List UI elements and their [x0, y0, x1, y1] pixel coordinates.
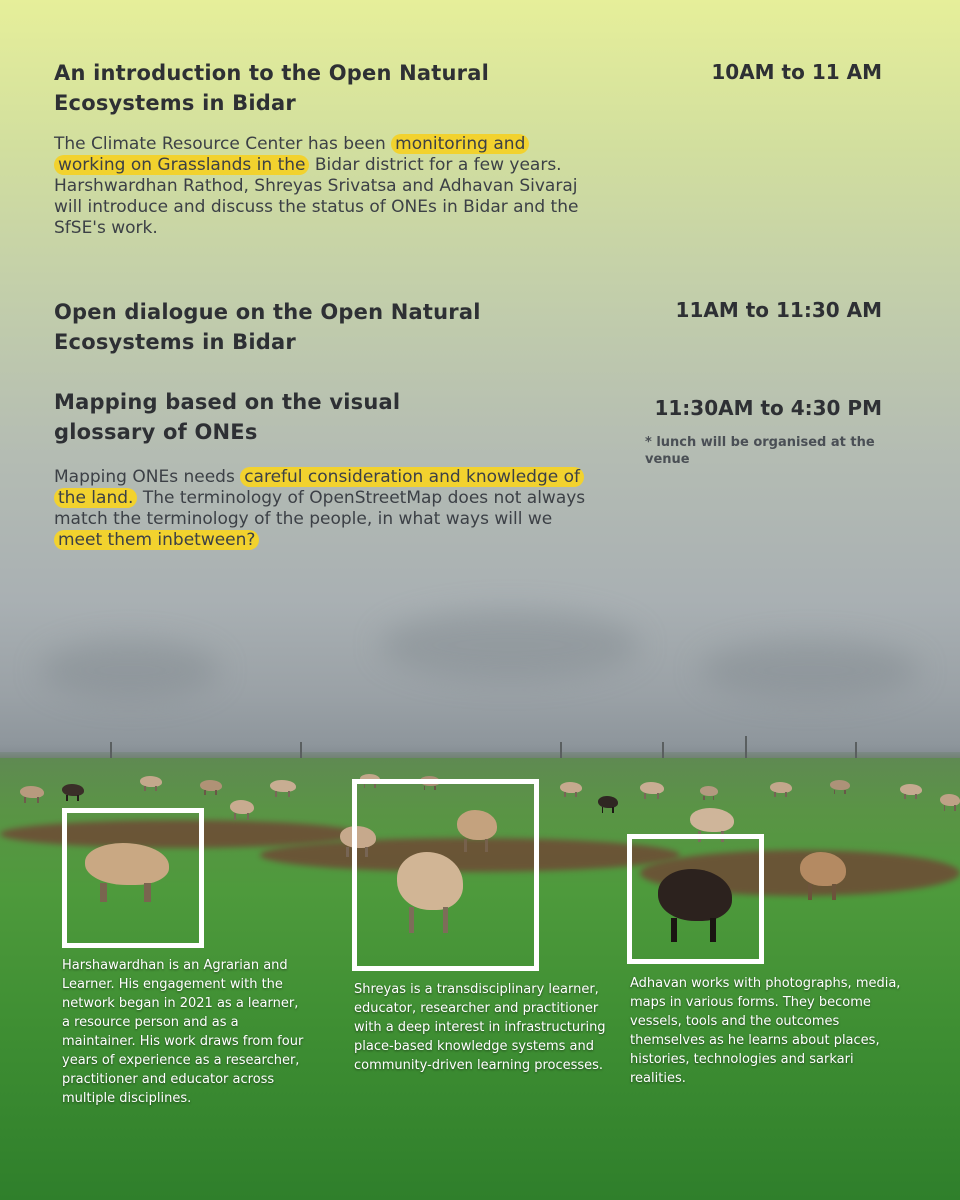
cloud: [700, 640, 920, 700]
highlighted-text: monitoring and working on Grasslands in the: [54, 134, 529, 175]
sheep: [140, 776, 162, 787]
sheep: [658, 869, 732, 921]
sheep: [690, 808, 734, 832]
sheep: [598, 796, 618, 808]
sheep: [457, 810, 497, 840]
fence-pole: [110, 742, 112, 758]
session-2-title: Open dialogue on the Open Natural Ecosystems in Bidar: [54, 300, 481, 354]
description-text: The terminology of OpenStreetMap does not always match the terminology of the people, in what ways will we: [54, 488, 586, 529]
sheep: [800, 852, 846, 886]
session-2-time: 11AM to 11:30 AM: [675, 298, 882, 322]
session-1-description: [54, 134, 594, 239]
cloud: [40, 640, 220, 700]
cloud: [380, 610, 640, 680]
fence-pole: [560, 742, 562, 758]
session-3-description: [54, 467, 599, 551]
sheep: [640, 782, 664, 794]
sheep: [85, 843, 169, 885]
session-1-title: An introduction to the Open Natural Ecosystems in Bidar: [54, 61, 490, 115]
sheep: [230, 800, 254, 814]
sheep: [20, 786, 44, 798]
session-3-time: 11:30AM to 4:30 PM: [654, 396, 882, 420]
bio-shreyas: Shreyas is a transdisciplinary learner, educator, researcher and practitioner with a deep interest in infrastructuring place-based knowledge systems and community-driven learning processes.: [354, 982, 606, 1073]
sheep: [270, 780, 296, 792]
fence-pole: [662, 742, 664, 758]
sheep: [397, 852, 463, 910]
sheep: [700, 786, 718, 796]
sheep: [940, 794, 960, 806]
photo-frame-adhavan: [627, 834, 764, 964]
sheep: [770, 782, 792, 793]
sheep: [560, 782, 582, 793]
bio-adhavan: Adhavan works with photographs, media, maps in various forms. They become vessels, tools and the outcomes themselves as he learns about places, histories, technologies and sarkari realities.: [630, 976, 901, 1086]
session-1-time: 10AM to 11 AM: [711, 60, 882, 84]
sheep: [62, 784, 84, 796]
fence-pole: [300, 742, 302, 758]
description-text: The Climate Resource Center has been: [54, 134, 392, 154]
description-text: Mapping ONEs needs: [54, 467, 241, 487]
power-tower: [745, 736, 747, 758]
bio-harshawardhan: Harshawardhan is an Agrarian and Learner. His engagement with the network began in 2021 as a learner, a resource person and as a maintainer. His work draws from four years of experience as a researcher, practitioner and educator across multiple disciplines.: [62, 958, 304, 1106]
session-3-title: Mapping based on the visual glossary of ONEs: [54, 390, 401, 444]
highlighted-text: meet them inbetween?: [54, 530, 259, 550]
fence-pole: [855, 742, 857, 758]
description-text: Bidar district for a few years. Harshwardhan Rathod, Shreyas Srivatsa and Adhavan Sivaraj will introduce and discuss the status of ONEs in Bidar and the SfSE's work.: [54, 155, 579, 238]
sheep: [830, 780, 850, 790]
lunch-note: * lunch will be organised at the venue: [645, 435, 875, 467]
photo-frame-harshawardhan: [62, 808, 204, 948]
sheep: [200, 780, 222, 791]
sheep: [900, 784, 922, 795]
photo-frame-shreyas: [352, 779, 539, 971]
highlighted-text: careful consideration and knowledge of the land.: [54, 467, 584, 508]
